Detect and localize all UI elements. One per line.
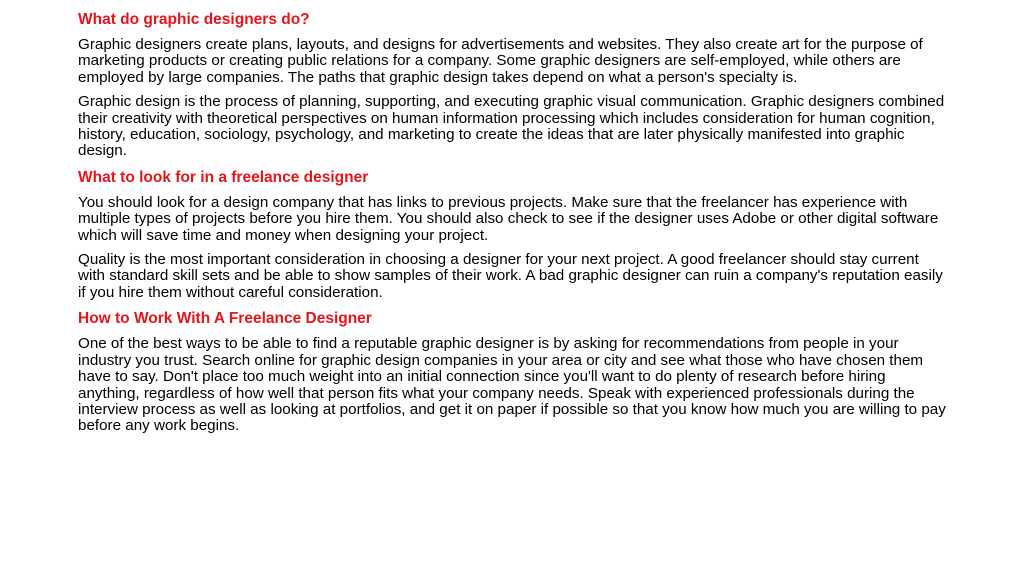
section-heading-how-to-work: How to Work With A Freelance Designer xyxy=(78,310,372,328)
paragraph-design-company-links: You should look for a design company that has links to previous projects. Make sure that the freelancer has experience with multiple types of projects before you hire them. You should also check to see if the designer uses Adobe or other digital software which will save time and money when designing your project. xyxy=(78,193,939,244)
paragraph-graphic-design-process: Graphic design is the process of planning, supporting, and executing graphic visual communication. Graphic designers combined their creativity with theoretical perspectives on human information processing which includes consideration for human cognition, history, education, sociology, psychology, and marketing to create the ideas that are later physically manifested into graphic design. xyxy=(78,93,945,160)
paragraph-what-designers-do: Graphic designers create plans, layouts, and designs for advertisements and websites. They also create art for the purpose of marketing products or creating public relations for a company. Some graphic designers are self-employed, while others are employed by large companies. The paths that graphic design takes depend on what a person's specialty is. xyxy=(78,36,923,86)
paragraph-finding-designer: One of the best ways to be able to find a reputable graphic designer is by asking for recommendations from people in your industry you trust. Search online for graphic design companies in your area or city and see what those who have chosen them have to say. Don't place too much weight into an initial connection since you'll want to do plenty of research before hiring anything, regardless of how well that person fits what your company needs. Speak with experienced professionals during the interview process as well as looking at portfolios, and get it on paper if possible so that you know how much you are willing to pay before any work begins. xyxy=(78,335,946,435)
section-heading-graphic-designers: What do graphic designers do? xyxy=(78,11,310,28)
slide-content xyxy=(78,10,948,435)
paragraph-quality-consideration: Quality is the most important consideration in choosing a designer for your next project. A good freelancer should stay current with standard skill sets and be able to show samples of their work. A bad graphic designer can ruin a company's reputation easily if you hire them without careful consideration. xyxy=(78,251,943,301)
section-heading-what-to-look-for: What to look for in a freelance designer xyxy=(78,168,369,186)
